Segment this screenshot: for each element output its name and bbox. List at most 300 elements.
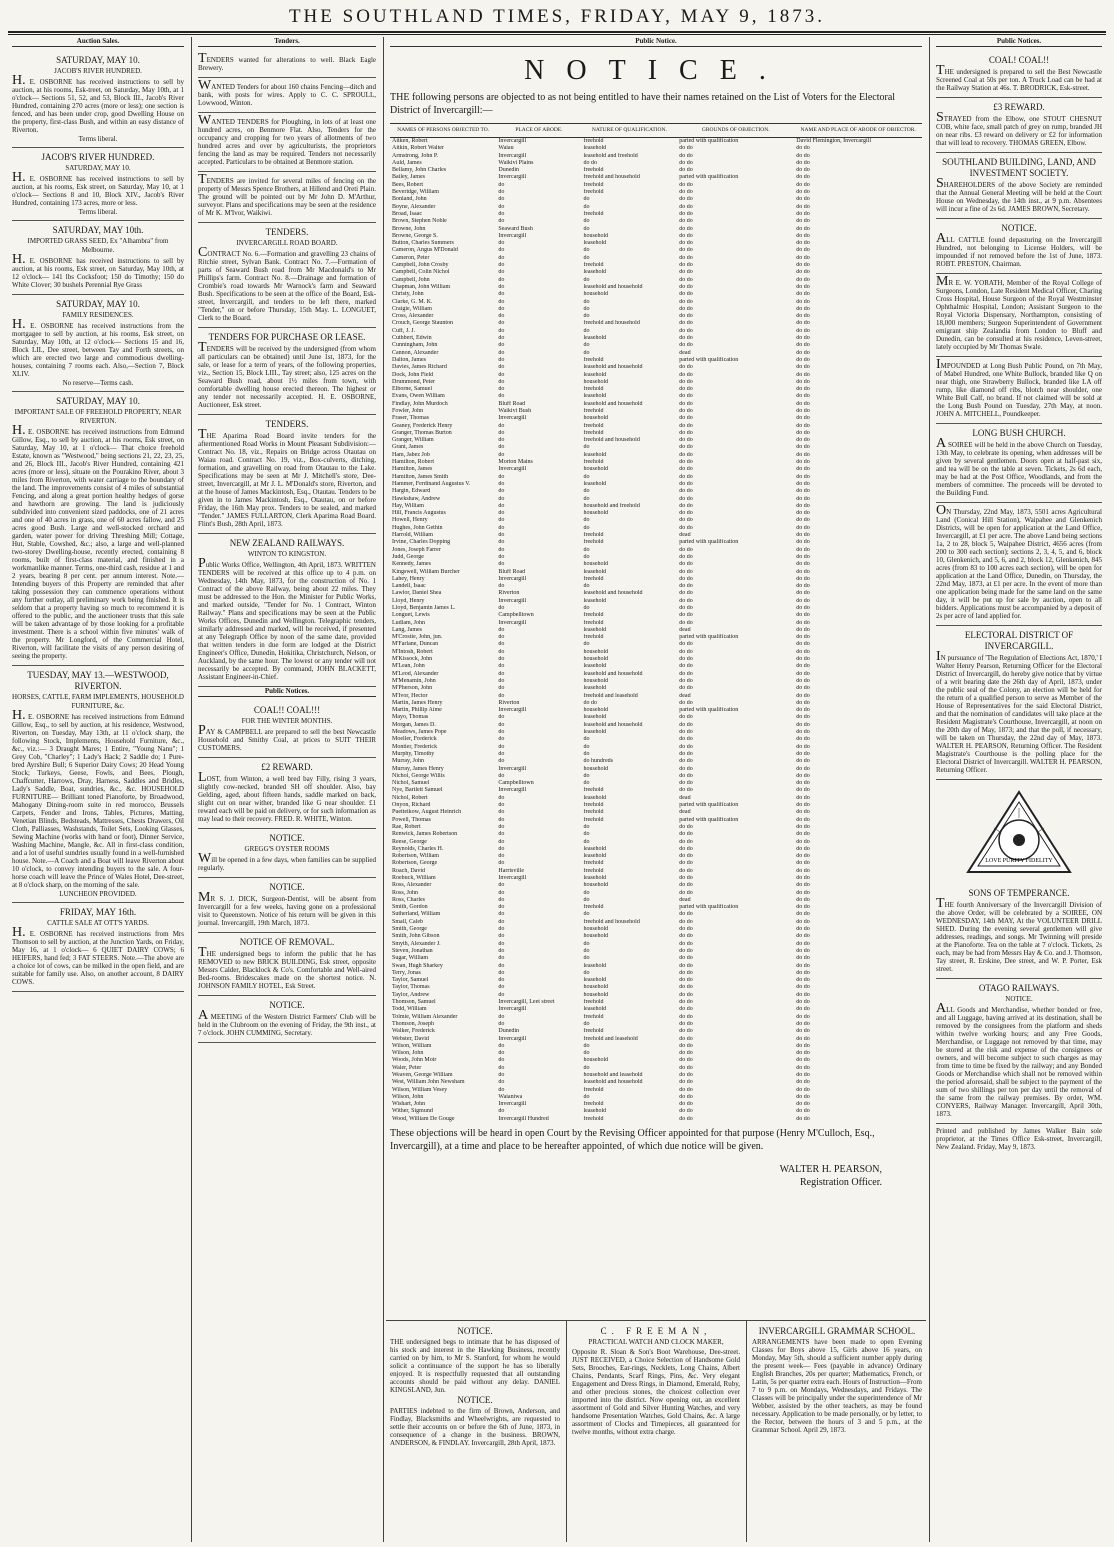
- ad-list: [12, 51, 184, 992]
- table-cell: do do: [679, 926, 693, 933]
- table-cell: leasehold and household: [583, 590, 643, 597]
- table-cell: do: [498, 342, 505, 349]
- table-cell: Lloyd, Henry: [392, 597, 425, 604]
- table-cell: leasehold: [583, 145, 607, 152]
- table-cell: household: [583, 707, 609, 714]
- table-cell: Kingswell, William Burcher: [392, 568, 460, 575]
- advertisement: [198, 758, 376, 829]
- table-row: [390, 846, 922, 853]
- table-cell: freehold: [583, 356, 604, 363]
- table-row: [390, 641, 922, 648]
- table-cell: freehold and household: [583, 174, 640, 181]
- table-cell: do do: [679, 780, 693, 787]
- table-cell: household: [583, 991, 609, 998]
- table-cell: do: [498, 1086, 505, 1093]
- table-row: [390, 890, 922, 897]
- table-cell: do do: [796, 597, 810, 604]
- table-cell: household: [583, 926, 609, 933]
- table-cell: Davies, James Richard: [392, 364, 447, 371]
- table-row: [390, 911, 922, 918]
- tenders-column: [194, 37, 380, 1542]
- table-cell: Reese, George: [392, 838, 427, 845]
- table-cell: do do: [796, 590, 810, 597]
- table-cell: leasehold: [583, 663, 607, 670]
- table-row: [390, 860, 922, 867]
- table-cell: do do: [679, 641, 693, 648]
- table-cell: do do: [679, 575, 693, 582]
- table-cell: do do: [679, 685, 693, 692]
- table-cell: do do: [679, 1028, 693, 1035]
- table-cell: do: [498, 335, 505, 342]
- table-cell: M'Lean, John: [392, 663, 425, 670]
- table-cell: do do: [796, 962, 810, 969]
- table-cell: Jones, Joseph Farrer: [392, 546, 441, 553]
- table-body: [390, 138, 922, 1124]
- table-cell: do do: [679, 1013, 693, 1020]
- section-heading: Public Notices.: [198, 687, 376, 697]
- table-cell: do do: [796, 451, 810, 458]
- ad-body: A MEETING of the Western District Farmers' Club will be held in the Clubroom on the evening of Friday, the 9th inst., at 7 o'clock. JOHN CUMMING, Secretary.: [198, 1008, 376, 1037]
- table-cell: do: [498, 860, 505, 867]
- ad-subtitle: WINTON TO KINGSTON.: [247, 550, 327, 558]
- table-cell: do do: [679, 831, 693, 838]
- table-cell: do: [583, 327, 590, 334]
- table-cell: do do: [679, 1020, 693, 1027]
- table-cell: do do: [679, 488, 693, 495]
- table-cell: do: [498, 823, 505, 830]
- table-cell: West, William John Newsham: [392, 1079, 465, 1086]
- table-cell: do do: [796, 400, 810, 407]
- table-cell: do do: [679, 502, 693, 509]
- table-cell: Invercargill, Leet street: [498, 999, 555, 1006]
- table-cell: household: [583, 232, 609, 239]
- table-cell: parted with qualification: [679, 816, 739, 823]
- table-cell: do do: [796, 882, 810, 889]
- table-cell: Granger, William: [392, 437, 434, 444]
- table-cell: freehold: [583, 532, 604, 539]
- column-divider: [383, 37, 384, 1542]
- table-cell: do do: [796, 933, 810, 940]
- table-cell: do do: [796, 466, 810, 473]
- table-row: [390, 350, 922, 357]
- table-cell: Nye, Bartlett Samuel: [392, 787, 443, 794]
- table-row: [390, 1116, 922, 1123]
- table-cell: M'Pherson, John: [392, 685, 433, 692]
- ad-subtitle: IMPORTED GRASS SEED, Ex "Alhambra" from Melbourne.: [27, 237, 169, 254]
- table-row: [390, 262, 922, 269]
- table-cell: Button, Charles Summers: [392, 240, 454, 247]
- table-cell: Invercargill: [498, 1035, 527, 1042]
- table-row: [390, 182, 922, 189]
- table-cell: do do: [679, 247, 693, 254]
- table-cell: household: [583, 291, 609, 298]
- table-cell: do do: [796, 823, 810, 830]
- table-cell: Morgan, James D.: [392, 721, 436, 728]
- table-cell: do do: [679, 969, 693, 976]
- table-cell: do do: [679, 867, 693, 874]
- table-cell: freehold: [583, 816, 604, 823]
- table-cell: do: [498, 962, 505, 969]
- advertisement: [12, 148, 184, 221]
- table-cell: Armstrong, John P.: [392, 152, 439, 159]
- table-cell: Todd, William: [392, 1006, 427, 1013]
- table-cell: Invercargill: [498, 707, 527, 714]
- advertisement: [198, 223, 376, 328]
- table-cell: do do: [796, 692, 810, 699]
- ad-body: TENDERS wanted for alterations to well. Black Eagle Brewery.: [198, 51, 376, 72]
- table-row: [390, 532, 922, 539]
- table-cell: Ham, Jabez Job: [392, 451, 430, 458]
- table-cell: do do: [679, 1064, 693, 1071]
- table-cell: Morton Mains: [498, 459, 533, 466]
- table-cell: do: [583, 947, 590, 954]
- ad-body: THE fourth Anniversary of the Invercargill Division of the above Order, will be celebrated by a SOIREE, ON WEDNESDAY, 14th MAY, At the VOLUNTEER DRILL SHED. During the evening several gentlemen will give addresses, readings, and songs. Mr Twinning will preside at the Pianoforte. Tea on the table at 7 o'clock. Tickets, 2s each, may be had from Messrs Hay & Co. and J. Thomson, Tay street, R. Erskine, Dee street, and W. P. Porter, Esk street.: [936, 896, 1102, 973]
- table-cell: Invercargill: [498, 619, 527, 626]
- ad-title: LONG BUSH CHURCH.: [972, 428, 1066, 438]
- table-cell: do: [498, 758, 505, 765]
- table-cell: do: [583, 196, 590, 203]
- table-cell: Robertson, William: [392, 853, 439, 860]
- advertisement: [198, 878, 376, 933]
- table-cell: do: [583, 254, 590, 261]
- table-cell: do do: [796, 342, 810, 349]
- table-row: [390, 1087, 922, 1094]
- table-row: [390, 174, 922, 181]
- table-cell: do: [498, 853, 505, 860]
- table-row: [390, 933, 922, 940]
- table-cell: do do: [796, 1028, 810, 1035]
- table-cell: do do: [796, 605, 810, 611]
- table-cell: do do: [796, 677, 810, 684]
- table-cell: do: [498, 802, 505, 809]
- table-cell: M'Ivor, Hector: [392, 692, 428, 699]
- table-cell: do do: [679, 181, 693, 188]
- table-cell: Auld, James: [392, 159, 422, 166]
- ad-title: ELECTORAL DISTRICT OF INVERCARGILL.: [964, 630, 1074, 651]
- ad-body: ON Thursday, 22nd May, 1873, 5501 acres Agricultural Land (Conical Hill Station), Waipahee and Glenkenich Districts, will be open for application at the Land Office, Invercargill, at £1 per acre. The above Land being sections 1a, 2 to 28, block 5, Waipahee District, 4656 acres (from 200 to 300 each section); sections 2, 3, 4, 5, and 6, block 10, Glenkenich, and 5, 6, and 2, block 12, Glenkenich, 845 acres (from 83 to 100 acres each section), will be open for application at the Land Office, Dunedin, on Thursday, the 22nd May, 1873, at £1 per acre. In the event of more than one application being made for the same land on the same day, it will be put up for sale by auction, open to all bidders. Applications must be accompanied by a deposit of 2s per acre of land applied for.: [936, 503, 1102, 620]
- ad-subtitle: IMPORTANT SALE OF FREEHOLD PROPERTY, NEAR RIVERTON.: [14, 408, 182, 425]
- table-header-row: [390, 124, 922, 138]
- table-cell: freehold: [583, 787, 604, 794]
- table-row: [390, 196, 922, 203]
- table-cell: do do: [679, 240, 693, 247]
- table-cell: household: [583, 933, 609, 940]
- table-row: [390, 233, 922, 240]
- table-cell: do do: [796, 940, 810, 947]
- table-cell: freehold and household: [583, 320, 640, 327]
- table-cell: freehold: [583, 860, 604, 867]
- table-cell: do do: [796, 641, 810, 648]
- table-cell: do do: [796, 218, 810, 225]
- table-cell: do: [498, 933, 505, 940]
- table-cell: Cuff, J. J.: [392, 327, 416, 334]
- table-cell: do do: [679, 480, 693, 487]
- table-cell: freehold: [583, 867, 604, 874]
- table-cell: do do: [679, 167, 693, 174]
- table-cell: do do: [796, 378, 810, 385]
- table-cell: Swan, Hugh Sharkey: [392, 962, 443, 969]
- table-cell: do: [498, 327, 505, 334]
- table-row: [390, 773, 922, 780]
- table-cell: do: [498, 283, 505, 290]
- table-cell: Robertson, George: [392, 860, 438, 867]
- advertisement: [936, 357, 1102, 424]
- table-cell: do do: [796, 254, 810, 261]
- column-header: GROUNDS OF OBJECTION.: [677, 124, 794, 138]
- table-cell: freehold: [583, 181, 604, 188]
- table-cell: freehold: [583, 210, 604, 217]
- table-cell: do do: [796, 860, 810, 867]
- ad-title: TENDERS.: [265, 419, 309, 429]
- table-cell: Murphy, Timothy: [392, 750, 435, 757]
- table-cell: do: [498, 437, 505, 444]
- table-cell: do: [498, 882, 505, 889]
- table-cell: Thomson, Samuel: [392, 999, 436, 1006]
- table-cell: do do: [796, 210, 810, 217]
- table-cell: do do: [679, 984, 693, 991]
- table-row: [390, 320, 922, 327]
- table-cell: Irvine, Charles Dopping: [392, 539, 451, 546]
- column-header: NATURE OF QUALIFICATION.: [582, 124, 678, 138]
- table-cell: do do: [796, 714, 810, 721]
- table-cell: do do: [679, 415, 693, 422]
- column-divider: [566, 1321, 567, 1542]
- imprint: Printed and published by James Walker Bain sole proprietor, at the Times Office Esk-street, Invercargill, New Zealand. Friday, May 9, 1873.: [936, 1127, 1102, 1151]
- table-row: [390, 306, 922, 313]
- table-row: [390, 758, 922, 765]
- table-cell: do: [498, 969, 505, 976]
- table-cell: do do: [796, 407, 810, 414]
- table-cell: do: [498, 305, 505, 312]
- table-cell: Longuet, Lewis: [392, 612, 430, 619]
- table-cell: leasehold: [583, 1006, 607, 1013]
- ad-subtitle: INVERCARGILL ROAD BOARD.: [236, 239, 338, 247]
- table-cell: leasehold: [583, 371, 607, 378]
- table-cell: M'Intosh, Robert: [392, 648, 433, 655]
- table-cell: do do: [679, 473, 693, 480]
- table-cell: do do: [679, 510, 693, 517]
- table-cell: Puetteikow, August Heinrich: [392, 809, 462, 816]
- table-cell: Invercargill: [498, 415, 527, 422]
- table-cell: Dunedin: [498, 167, 520, 174]
- table-row: [390, 423, 922, 430]
- table-cell: Fraser, Thomas: [392, 415, 429, 422]
- table-cell: do do: [796, 181, 810, 188]
- table-row: [390, 474, 922, 481]
- table-row: [390, 685, 922, 692]
- ad-title: INVERCARGILL GRAMMAR SCHOOL.: [758, 1326, 916, 1336]
- table-cell: do do: [679, 422, 693, 429]
- table-cell: do do: [679, 736, 693, 743]
- table-cell: do do: [796, 699, 810, 706]
- table-cell: do do: [796, 663, 810, 670]
- table-row: [390, 904, 922, 911]
- table-cell: do do: [796, 984, 810, 991]
- table-cell: do do: [679, 619, 693, 626]
- table-row: [390, 517, 922, 524]
- column-divider: [746, 1321, 747, 1542]
- table-cell: do do: [796, 1093, 810, 1100]
- table-cell: Bellamy, John Charles: [392, 167, 447, 174]
- ad-title: NOTICE OF REMOVAL.: [239, 937, 335, 947]
- table-cell: Findlay, John Murdoch: [392, 400, 448, 407]
- table-cell: do do: [796, 159, 810, 166]
- table-cell: do do: [796, 196, 810, 203]
- table-cell: do: [498, 196, 505, 203]
- advertisement: [198, 113, 376, 172]
- table-cell: do do: [679, 429, 693, 436]
- table-cell: Crouch, George Staunton: [392, 320, 454, 327]
- table-cell: do: [498, 371, 505, 378]
- ad-title: £2 REWARD.: [261, 762, 313, 772]
- table-cell: do do: [796, 495, 810, 502]
- table-cell: do: [498, 364, 505, 371]
- table-cell: parted with qualification: [679, 802, 739, 809]
- table-cell: Lahey, Henry: [392, 575, 425, 582]
- table-row: [390, 612, 922, 619]
- table-cell: do do: [796, 772, 810, 779]
- table-cell: Dalton, James: [392, 356, 426, 363]
- table-row: [390, 218, 922, 225]
- bottom-ad-notices: [386, 1321, 564, 1542]
- table-cell: leasehold and household: [583, 283, 643, 290]
- table-row: [390, 1079, 922, 1086]
- table-cell: do do: [796, 488, 810, 495]
- table-cell: Browne, George S.: [392, 232, 438, 239]
- ad-body: ARRANGEMENTS have been made to open Evening Classes for Boys above 15, Girls above 16 years, on Monday, May 5th, should a sufficient number apply during the present week— Fees (payable in advance) Ordinary English Branches, 20s per quarter; Mathematics, French, or Latin, 5s per quarter extra each. Hours of Instruction—From 7 to 9 p.m. on Mondays, Wednesdays, and Fridays. The Classes will be principally under the superintendence of Mr Webber, assisted by the other teachers, as may be found necessary. Application to be made personally, or by letter, to the Rector, between the hours of 3 and 5 p.m., at the Grammar School. April 29, 1873.: [752, 1338, 922, 1434]
- table-cell: Dock, John Field: [392, 371, 434, 378]
- table-row: [390, 970, 922, 977]
- table-cell: Hargin, Edward: [392, 488, 431, 495]
- table-cell: do do: [796, 926, 810, 933]
- table-cell: do do: [796, 305, 810, 312]
- table-cell: Grant, James: [392, 444, 424, 451]
- table-cell: Invercargill: [498, 466, 527, 473]
- ad-body: TENDERS are invited for several miles of fencing on the property of Messrs Spence Brothers, at Hillend and Oreti Plain. The ground will be pointed out by Mr John D. M'Arthur, surveyor. Plans and specifications may be seen at the residence of Mr K. M'Ivor, Waikiwi.: [198, 172, 376, 217]
- table-cell: freehold: [583, 575, 604, 582]
- table-row: [390, 1057, 922, 1064]
- table-cell: do do: [679, 962, 693, 969]
- table-row: [390, 335, 922, 342]
- table-cell: do do: [796, 1042, 810, 1049]
- table-cell: do do: [796, 816, 810, 823]
- table-cell: do: [498, 904, 505, 911]
- table-cell: do do: [796, 831, 810, 838]
- table-cell: do do: [679, 298, 693, 305]
- ad-subtitle: FOR THE WINTER MONTHS.: [241, 717, 333, 725]
- table-cell: do do: [679, 648, 693, 655]
- table-cell: do: [498, 838, 505, 845]
- table-cell: Walker, Frederick: [392, 1028, 435, 1035]
- table-cell: do do: [679, 663, 693, 670]
- table-row: [390, 729, 922, 736]
- table-cell: Campbell, John: [392, 276, 430, 283]
- table-cell: do: [583, 969, 590, 976]
- table-cell: Waler, Peter: [392, 1064, 422, 1071]
- ad-subtitle: PRACTICAL WATCH AND CLOCK MAKER,: [588, 1338, 724, 1346]
- masthead-rule: [8, 31, 1106, 35]
- table-row: [390, 955, 922, 962]
- table-cell: do do: [679, 254, 693, 261]
- table-cell: Broad, Isaac: [392, 210, 422, 217]
- table-cell: do do: [796, 283, 810, 290]
- table-cell: do do: [796, 648, 810, 655]
- table-cell: do: [498, 276, 505, 283]
- table-cell: do: [583, 517, 590, 524]
- table-cell: Nichol, George Willis: [392, 772, 445, 779]
- table-cell: do: [583, 247, 590, 254]
- table-cell: do: [498, 320, 505, 327]
- table-row: [390, 992, 922, 999]
- table-cell: Ross, Alexander: [392, 882, 432, 889]
- table-cell: do: [498, 356, 505, 363]
- table-row: [390, 1028, 922, 1035]
- table-row: [390, 145, 922, 152]
- table-cell: freehold: [583, 1101, 604, 1108]
- table-cell: do: [498, 1079, 505, 1086]
- table-cell: Webster, David: [392, 1035, 429, 1042]
- advertisement: [12, 666, 184, 903]
- table-cell: Boyne, Alexander: [392, 203, 436, 210]
- table-cell: household: [583, 765, 609, 772]
- table-cell: do do: [679, 765, 693, 772]
- table-row: [390, 744, 922, 751]
- table-cell: household: [583, 882, 609, 889]
- table-cell: do do: [796, 437, 810, 444]
- table-cell: Browne, John: [392, 225, 426, 232]
- ad-body: H. E. OSBORNE has received instructions from Edmund Gillow, Esq., to sell by auction, at his rooms, Esk street, on Saturday, May 10, at 1 o'clock— That choice freehold Estate, known as "Westwood," being sections 21, 22, 23, 25, and 26, Block III., Jacob's River Hundred, containing 421 acres (more or less), situate on the Pourakino River, about 3 miles from Riverton, with water carriage to the boundary of the land. The improvements consist of 4 miles of substantial Fencing, and along a great portion healthy hedges of gorse and hawthorn are growing. The land is judiciously subdivided into convenient sized paddocks, one of 21 acres and one of 40 acres in grass, one of 60 acres fallow, and 25 acres good Bush. Large and well-stocked orchard and garden, water power for driving Threshing Mill; Cottage, Hut, Stable, Cowshed, &c.; also, a large and well-planned two-storey Dwelling-house, recently erected, containing 8 rooms, built of first-class material, and finished in a workmanlike manner. Terms, one-third cash, residue at 1 and 2 years, bearing 8 per cent. per annum interest. Note.—Intending buyers of this Property are reminded that after taking possession they can commence operations without any further outlay, all preliminary work being finished. It is seldom that a property having so much to recommend it is offered to the public, and the auctioneer trusts that this sale will be taken advantage of by those looking for a profitable investment. There is a school within five minutes' walk of the property. Mr Longford, of the Commercial Hotel, Riverton, will facilitate the visits of any person desiring of seeing the property.: [12, 423, 184, 660]
- table-cell: do do: [796, 298, 810, 305]
- table-cell: Kennedy, James: [392, 561, 431, 568]
- table-cell: do: [498, 750, 505, 757]
- table-cell: do do: [796, 634, 810, 641]
- table-cell: do do: [679, 1086, 693, 1093]
- table-cell: leasehold: [583, 240, 607, 247]
- table-row: [390, 452, 922, 459]
- ad-title: TENDERS FOR PURCHASE OR LEASE.: [208, 332, 366, 342]
- table-cell: do: [583, 488, 590, 495]
- table-row: [390, 693, 922, 700]
- advertisement: [936, 979, 1102, 1124]
- table-cell: do do: [679, 977, 693, 984]
- table-cell: Wilson, William: [392, 1042, 432, 1049]
- table-cell: do do: [679, 955, 693, 962]
- table-cell: Roach, David: [392, 867, 425, 874]
- table-cell: do do: [679, 159, 693, 166]
- table-cell: do do: [796, 743, 810, 750]
- table-cell: Weaven, George William: [392, 1072, 453, 1078]
- column-header: PLACE OF ABODE.: [496, 124, 581, 138]
- table-cell: do do: [679, 225, 693, 232]
- table-cell: do do: [796, 583, 810, 590]
- table-cell: do do: [679, 262, 693, 269]
- table-cell: do do: [796, 502, 810, 509]
- table-row: [390, 583, 922, 590]
- table-cell: Waikivi Bush: [498, 407, 532, 414]
- table-cell: do do: [796, 313, 810, 320]
- ad-body: SHAREHOLDERS of the above Society are reminded that the Annual General Meeting will be held at the Court House on Wednesday, the 14th inst., at 9 p.m. Absentees will incur a fine of 2s 6d. JAMES BROWN, Secretary.: [936, 176, 1102, 213]
- table-row: [390, 247, 922, 254]
- table-cell: do do: [679, 459, 693, 466]
- table-cell: do: [498, 488, 505, 495]
- table-row: [390, 539, 922, 546]
- table-cell: do: [498, 473, 505, 480]
- table-cell: Wilson, William Vesey: [392, 1086, 448, 1093]
- table-cell: M'Kissock, John: [392, 656, 433, 663]
- table-cell: do do: [679, 546, 693, 553]
- table-cell: do do: [679, 597, 693, 604]
- table-cell: do: [498, 772, 505, 779]
